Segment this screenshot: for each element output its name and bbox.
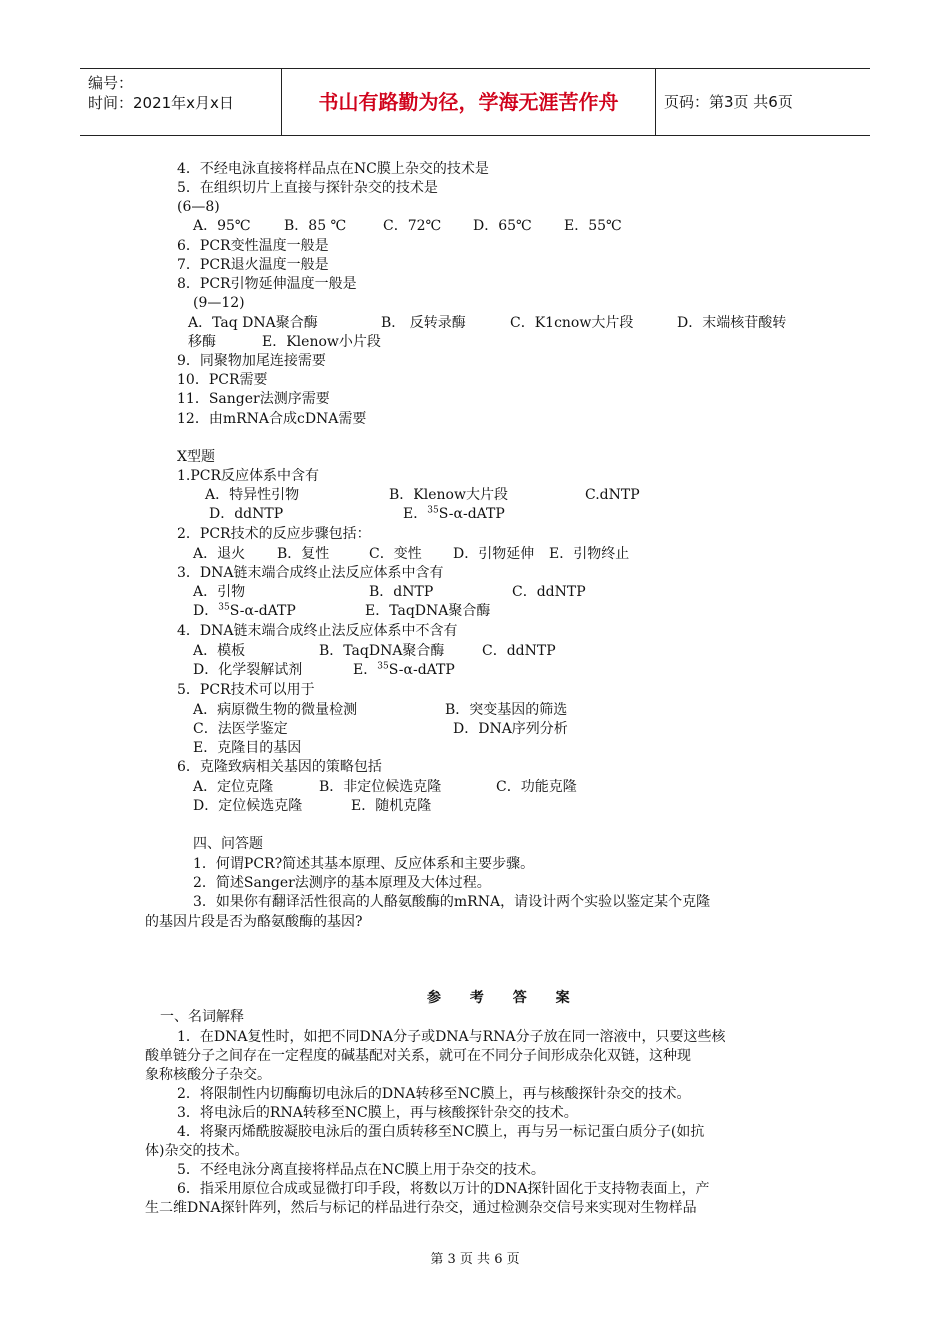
question-line: 8．PCR引物延伸温度一般是: [177, 276, 357, 292]
question-line: 11．Sanger法测序需要: [177, 391, 330, 407]
option-text: S-α-dATP: [229, 603, 296, 619]
option: C.dNTP: [585, 487, 640, 503]
option: B．突变基因的筛选: [445, 702, 568, 718]
question-line: 9．同聚物加尾连接需要: [177, 353, 326, 369]
answer-line: 6．指采用原位合成或显微打印手段，将数以万计的DNA探针固化于支持物表面上，产: [177, 1181, 710, 1197]
answer-line: 5．不经电泳分离直接将样品点在NC膜上用于杂交的技术。: [177, 1162, 545, 1178]
option: E．随机克隆: [351, 798, 432, 814]
question-line: 6．克隆致病相关基因的策略包括: [177, 759, 382, 775]
answer-line: 1．在DNA复性时，如把不同DNA分子或DNA与RNA分子放在同一溶液中，只要这些核: [177, 1029, 726, 1045]
option: B． 反转录酶: [381, 315, 466, 331]
time-label: 时间：2021年x月x日: [88, 94, 234, 112]
option: D．化学裂解试剂: [193, 662, 303, 678]
option-text: S-α-dATP: [438, 506, 505, 522]
option: B．85 ℃: [284, 218, 347, 234]
question-line: 5．PCR技术可以用于: [177, 682, 315, 698]
question-line: 12．由mRNA合成cDNA需要: [177, 411, 367, 427]
option: A．95℃: [193, 218, 251, 234]
option: C．ddNTP: [512, 584, 586, 600]
option: C．72℃: [383, 218, 442, 234]
isotope-sup: 35: [218, 602, 230, 613]
page-header: [80, 68, 870, 136]
isotope-sup: 35: [377, 661, 389, 672]
qa-line: 3．如果你有翻译活性很高的人酪氨酸酶的mRNA，请设计两个实验以鉴定某个克隆: [193, 894, 711, 910]
qa-line: 1．何谓PCR?简述其基本原理、反应体系和主要步骤。: [193, 856, 535, 872]
option: A．定位克隆: [193, 779, 274, 795]
header-motto: 书山有路勤为径，学海无涯苦作舟: [282, 69, 656, 135]
question-line: 4．不经电泳直接将样品点在NC膜上杂交的技术是: [177, 161, 489, 177]
option: [403, 505, 505, 523]
option-prefix: D．: [193, 603, 219, 619]
question-line: 10．PCR需要: [177, 372, 268, 388]
header-page-label: 页码：第3页 共6页: [664, 93, 793, 111]
option: B．TaqDNA聚合酶: [319, 643, 445, 659]
option: E．引物终止: [549, 546, 630, 562]
option: D．末端核苷酸转: [677, 315, 787, 331]
option: B．Klenow大片段: [389, 487, 508, 503]
header-meta: [80, 69, 282, 135]
answer-line: 2．将限制性内切酶酶切电泳后的DNA转移至NC膜上，再与核酸探针杂交的技术。: [177, 1086, 691, 1102]
option: E．克隆目的基因: [193, 740, 302, 756]
answers-title: 参 考 答 案: [427, 990, 582, 1006]
option: A．病原微生物的微量检测: [193, 702, 358, 718]
group-label: (9—12): [193, 295, 245, 311]
option: C．ddNTP: [482, 643, 556, 659]
answer-line: 体)杂交的技术。: [145, 1143, 249, 1159]
option: E．55℃: [564, 218, 622, 234]
answer-line: 象称核酸分子杂交。: [145, 1067, 271, 1083]
question-line: 4．DNA链末端合成终止法反应体系中不含有: [177, 623, 458, 639]
option: B．非定位候选克隆: [319, 779, 442, 795]
qa-line: 2．简述Sanger法测序的基本原理及大体过程。: [193, 875, 491, 891]
option: 移酶: [188, 334, 216, 350]
option: C．K1cnow大片段: [510, 315, 634, 331]
option: D．65℃: [473, 218, 532, 234]
question-line: 3．DNA链末端合成终止法反应体系中含有: [177, 565, 444, 581]
option-text: S-α-dATP: [388, 662, 455, 678]
option: D．DNA序列分析: [453, 721, 568, 737]
question-line: 5．在组织切片上直接与探针杂交的技术是: [177, 180, 438, 196]
option: D．引物延伸: [453, 546, 535, 562]
section-title: 一、名词解释: [160, 1009, 244, 1025]
option: C．法医学鉴定: [193, 721, 288, 737]
option: E．TaqDNA聚合酶: [365, 603, 491, 619]
code-label: 编号：: [88, 74, 134, 92]
option: B．复性: [277, 546, 330, 562]
question-line: 1.PCR反应体系中含有: [177, 468, 320, 484]
option: A．Taq DNA聚合酶: [188, 315, 318, 331]
answer-line: 3．将电泳后的RNA转移至NC膜上，再与核酸探针杂交的技术。: [177, 1105, 578, 1121]
group-label: (6—8): [177, 199, 220, 215]
option: [193, 602, 296, 620]
isotope-sup: 35: [427, 505, 439, 516]
section-title: X型题: [177, 449, 215, 465]
option: D．定位候选克隆: [193, 798, 303, 814]
answer-line: 4．将聚丙烯酰胺凝胶电泳后的蛋白质转移至NC膜上，再与另一标记蛋白质分子(如抗: [177, 1124, 705, 1140]
option: C．变性: [369, 546, 422, 562]
option: D．ddNTP: [209, 506, 284, 522]
option: [353, 661, 455, 679]
section-title: 四、问答题: [193, 836, 263, 852]
option: A．特异性引物: [205, 487, 300, 503]
option: C．功能克隆: [496, 779, 577, 795]
question-line: 6．PCR变性温度一般是: [177, 238, 329, 254]
option: A．模板: [193, 643, 246, 659]
option: E．Klenow小片段: [262, 334, 381, 350]
answer-line: 生二维DNA探针阵列，然后与标记的样品进行杂交，通过检测杂交信号来实现对生物样品: [145, 1200, 697, 1216]
option: A．引物: [193, 584, 246, 600]
qa-line: 的基因片段是否为酪氨酸酶的基因?: [145, 914, 363, 930]
question-line: 7．PCR退火温度一般是: [177, 257, 329, 273]
option-prefix: E．: [353, 662, 378, 678]
answer-line: 酸单链分子之间存在一定程度的碱基配对关系，就可在不同分子间形成杂化双链，这种现: [145, 1048, 691, 1064]
question-line: 2．PCR技术的反应步骤包括：: [177, 526, 371, 542]
option: A．退火: [193, 546, 246, 562]
option: B．dNTP: [369, 584, 434, 600]
page-footer: 第 3 页 共 6 页: [430, 1252, 520, 1267]
option-prefix: E．: [403, 506, 428, 522]
